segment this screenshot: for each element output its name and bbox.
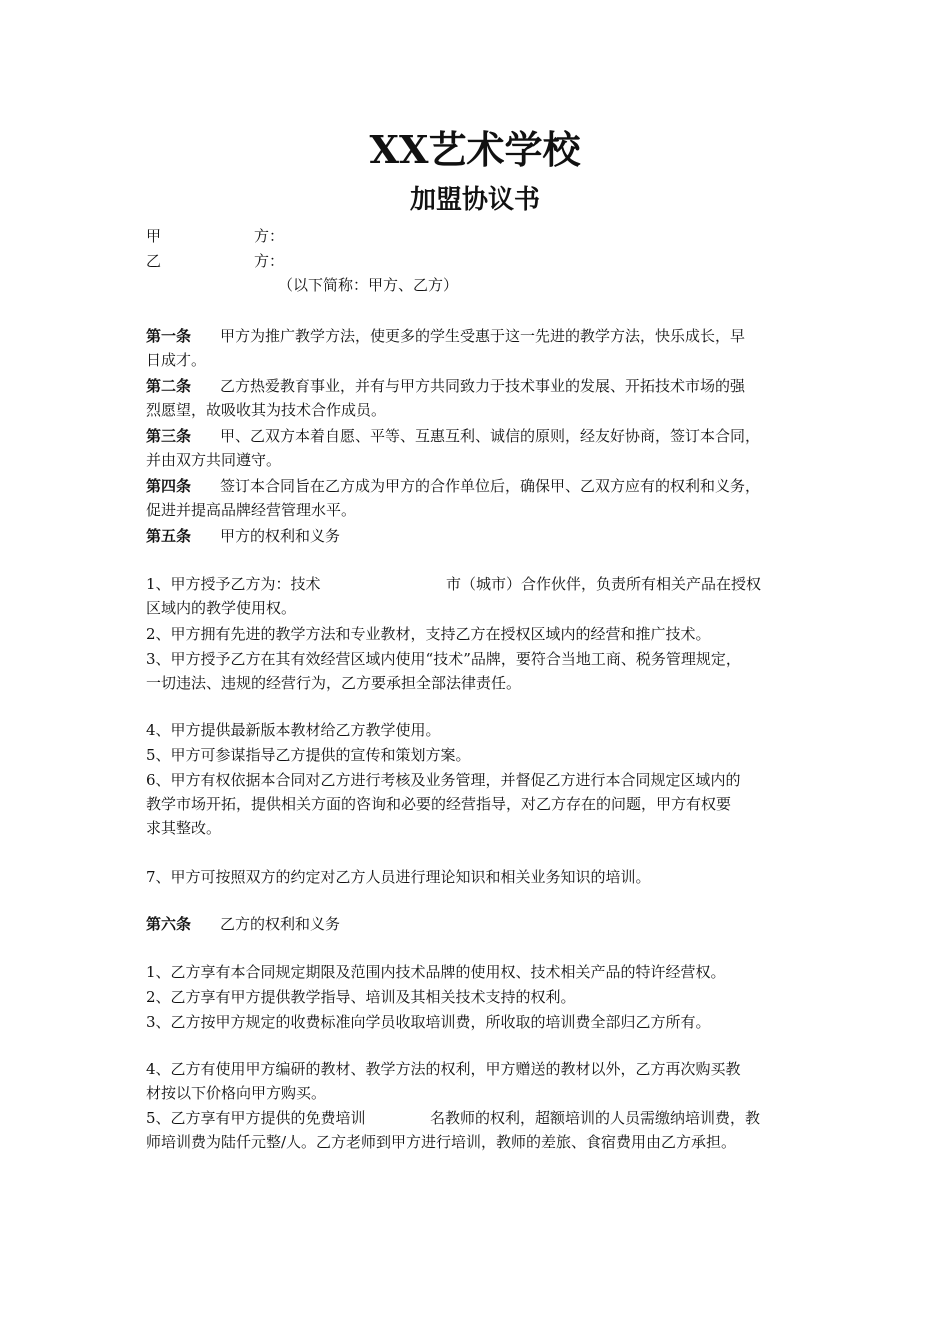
s5-item-2: 2、甲方拥有先进的教学方法和专业教材，支持乙方在授权区域内的经营和推广技术。 — [146, 625, 711, 643]
article-1 — [146, 324, 745, 349]
article-2-cont: 烈愿望，故吸收其为技术合作成员。 — [146, 401, 387, 419]
s5-item-1-part2: 市（城市）合作伙伴，负责所有相关产品在授权 — [446, 575, 762, 593]
article-3 — [146, 424, 760, 449]
s6-item-1: 1、乙方享有本合同规定期限及范围内技术品牌的使用权、技术相关产品的特许经营权。 — [146, 963, 726, 981]
article-text: 甲方为推广教学方法，使更多的学生受惠于这一先进的教学方法，快乐成长，早 — [220, 327, 746, 345]
s5-item-3-cont: 一切违法、违规的经营行为，乙方要承担全部法律责任。 — [146, 674, 522, 692]
article-text: 签订本合同旨在乙方成为甲方的合作单位后，确保甲、乙双方应有的权利和义务， — [220, 477, 761, 495]
party-a-char: 甲 — [146, 227, 162, 245]
article-text: 乙方热爱教育事业，并有与甲方共同致力于技术事业的发展、开拓技术市场的强 — [220, 377, 746, 395]
article-3-cont: 并由双方共同遵守。 — [146, 451, 282, 469]
s6-item-4-cont: 材按以下价格向甲方购买。 — [146, 1084, 327, 1102]
s5-item-6-cont-1: 教学市场开拓，提供相关方面的咨询和必要的经营指导，对乙方存在的问题，甲方有权要 — [146, 795, 732, 813]
s5-item-3: 3、甲方授予乙方在其有效经营区域内使用“技术”品牌，要符合当地工商、税务管理规定， — [146, 650, 741, 668]
article-5 — [146, 524, 340, 549]
article-label: 第一条 — [146, 327, 192, 345]
party-abbreviation: （以下简称：甲方、乙方） — [278, 276, 459, 294]
party-b-suffix: 方： — [254, 252, 285, 270]
s6-item-3: 3、乙方按甲方规定的收费标准向学员收取培训费，所收取的培训费全部归乙方所有。 — [146, 1013, 711, 1031]
article-label: 第六条 — [146, 915, 192, 933]
article-text: 乙方的权利和义务 — [220, 915, 341, 933]
s5-item-1-cont: 区域内的教学使用权。 — [146, 599, 297, 617]
s6-item-2: 2、乙方享有甲方提供教学指导、培训及其相关技术支持的权利。 — [146, 988, 576, 1006]
s6-item-5-part1: 5、乙方享有甲方提供的免费培训 — [146, 1109, 366, 1127]
s6-item-4: 4、乙方有使用甲方编研的教材、教学方法的权利，甲方赠送的教材以外，乙方再次购买教 — [146, 1060, 741, 1078]
s5-item-5: 5、甲方可参谋指导乙方提供的宣传和策划方案。 — [146, 746, 471, 764]
s5-item-6: 6、甲方有权依据本合同对乙方进行考核及业务管理，并督促乙方进行本合同规定区域内的 — [146, 771, 741, 789]
document-subtitle: 加盟协议书 — [409, 185, 540, 215]
article-1-cont: 日成才。 — [146, 351, 207, 369]
article-6 — [146, 912, 340, 937]
article-label: 第三条 — [146, 427, 192, 445]
s5-item-7: 7、甲方可按照双方的约定对乙方人员进行理论知识和相关业务知识的培训。 — [146, 868, 651, 886]
article-label: 第四条 — [146, 477, 192, 495]
article-4-cont: 促进并提高品牌经营管理水平。 — [146, 501, 357, 519]
article-2 — [146, 374, 745, 399]
article-text: 甲、乙双方本着自愿、平等、互惠互利、诚信的原则，经友好协商，签订本合同， — [220, 427, 761, 445]
s5-item-6-cont-2: 求其整改。 — [146, 819, 222, 837]
s5-item-1-part1: 1、甲方授予乙方为：技术 — [146, 575, 321, 593]
s5-item-4: 4、甲方提供最新版本教材给乙方教学使用。 — [146, 721, 441, 739]
article-text: 甲方的权利和义务 — [220, 527, 341, 545]
document-title: XX艺术学校 — [369, 127, 581, 172]
s6-item-5-cont: 师培训费为陆仟元整/人。乙方老师到甲方进行培训，教师的差旅、食宿费用由乙方承担。 — [146, 1133, 737, 1151]
article-4 — [146, 474, 760, 499]
article-label: 第五条 — [146, 527, 192, 545]
party-b-char: 乙 — [146, 252, 162, 270]
party-a-suffix: 方： — [254, 227, 285, 245]
article-label: 第二条 — [146, 377, 192, 395]
s6-item-5-part2: 名教师的权利，超额培训的人员需缴纳培训费，教 — [430, 1109, 761, 1127]
